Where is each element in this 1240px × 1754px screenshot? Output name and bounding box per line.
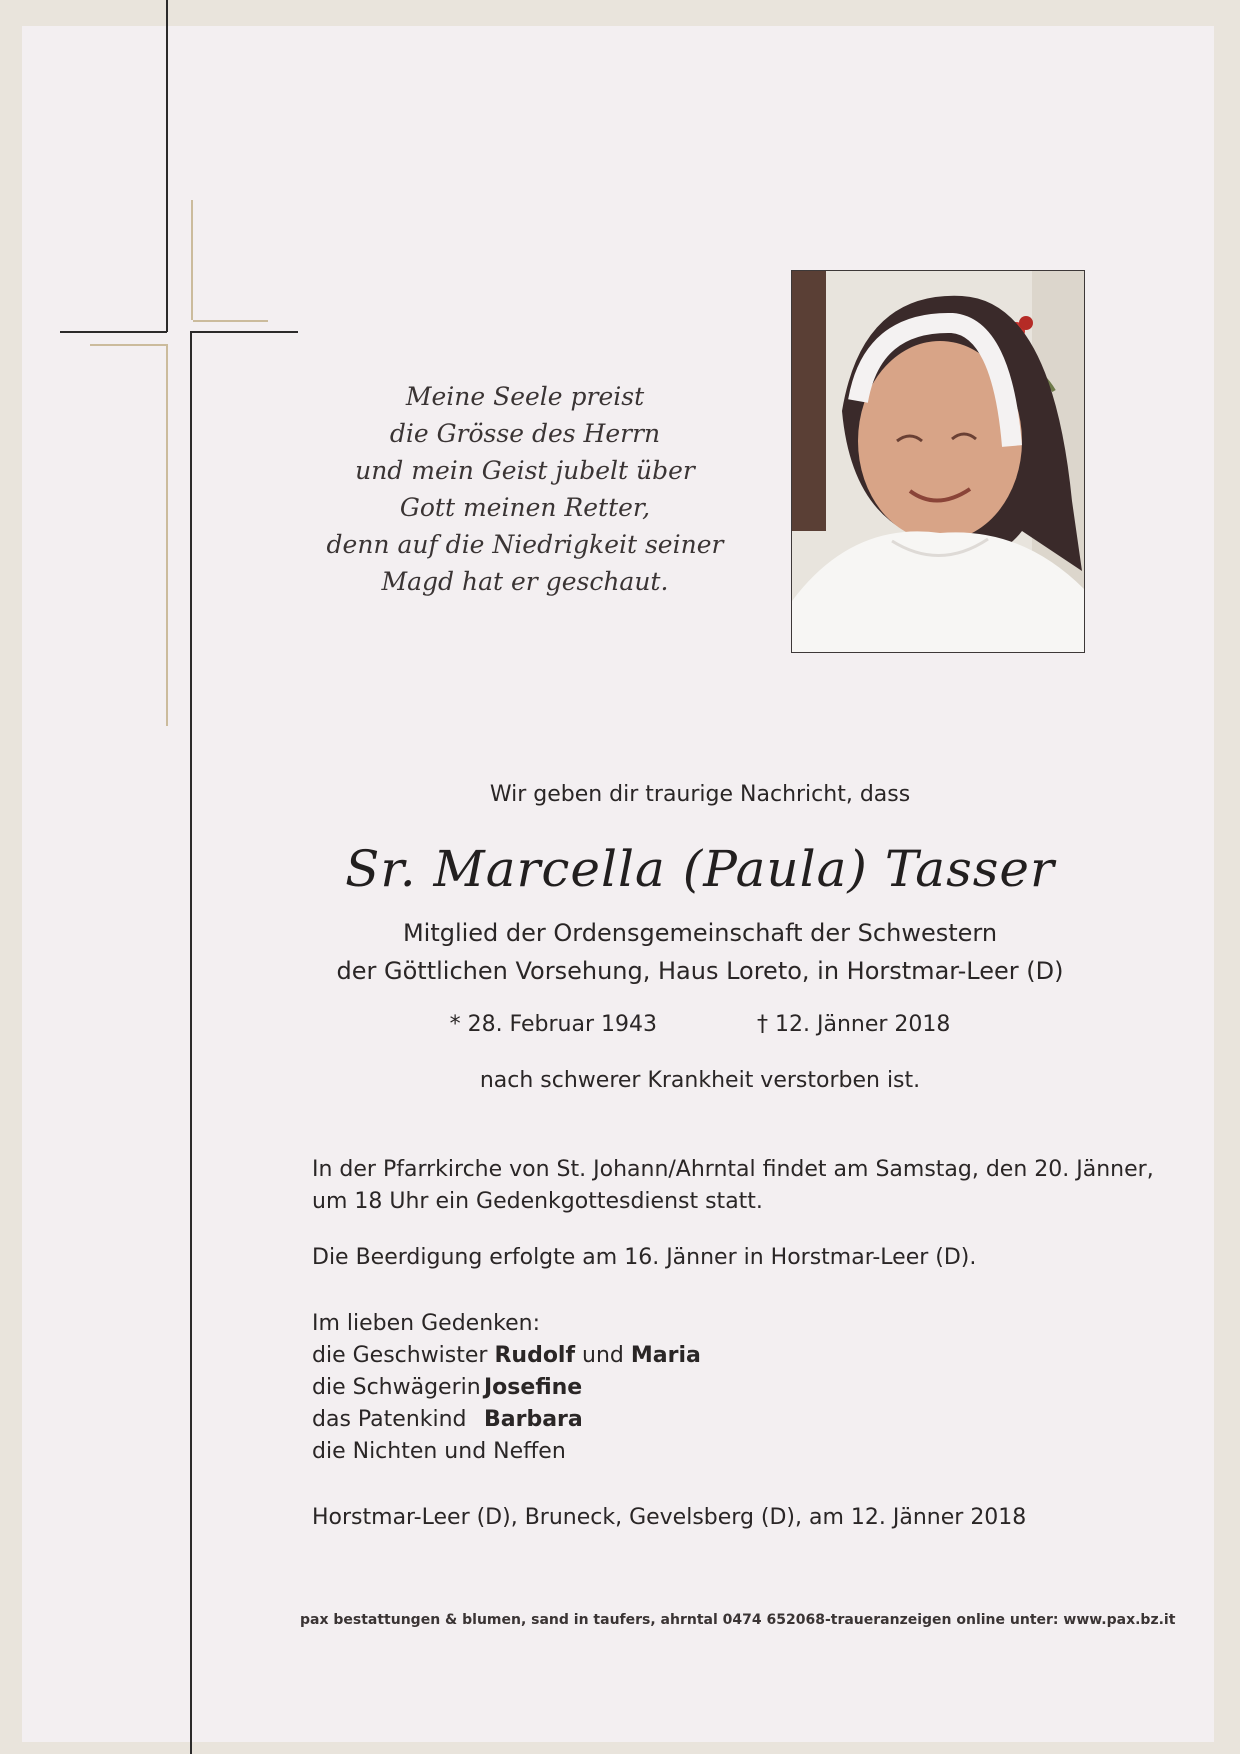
place-date: Horstmar-Leer (D), Bruneck, Gevelsberg (D), am 12. Jänner 2018 [312,1505,1027,1530]
verse-line: die Grösse des Herrn [389,419,661,448]
verse-line: und mein Geist jubelt über [355,456,695,485]
mourner-name: Barbara [484,1407,583,1432]
mourners-list [312,1308,1112,1468]
death-date: † 12. Jänner 2018 [757,1012,951,1037]
mourner-label: das Patenkind [312,1407,467,1432]
mourner-label: die Geschwister [312,1343,488,1368]
passed-text: nach schwerer Krankheit verstorben ist. [479,1068,921,1093]
footer-text: pax bestattungen & blumen, sand in taufers, ahrntal 0474 652068-traueranzeigen online unter: www.pax.bz.it [300,1612,1176,1628]
verse-line: Gott meinen Retter, [399,493,651,522]
affiliation-line: der Göttlichen Vorsehung, Haus Loreto, in Horstmar-Leer (D) [336,957,1064,985]
intro-text: Wir geben dir traurige Nachricht, dass [489,782,911,807]
mourner-name: Maria [630,1343,701,1368]
mourner-nieces: die Nichten und Neffen [312,1439,566,1464]
birth-date: * 28. Februar 1943 [449,1012,657,1037]
mourner-conjunction: und [582,1343,624,1368]
bible-verse [300,378,750,600]
verse-line: Meine Seele preist [405,382,645,411]
service-line: In der Pfarrkirche von St. Johann/Ahrntal findet am Samstag, den 20. Jänner, [312,1157,1154,1182]
mourner-godchild [312,1404,1112,1436]
mourner-siblings [312,1340,1112,1372]
verse-line: Magd hat er geschaut. [381,567,669,596]
life-dates [300,1012,1100,1037]
affiliation-line: Mitglied der Ordensgemeinschaft der Schwestern [402,919,998,947]
verse-line: denn auf die Niedrigkeit seiner [326,530,724,559]
burial-text: Die Beerdigung erfolgte am 16. Jänner in Horstmar-Leer (D). [312,1245,977,1270]
mourner-name: Rudolf [494,1343,576,1368]
mourner-label: die Schwägerin [312,1375,481,1400]
memorial-service-text [312,1154,1154,1218]
mourner-name: Josefine [484,1375,583,1400]
deceased-name: Sr. Marcella (Paula) Tasser [345,840,1055,898]
mourners-heading: Im lieben Gedenken: [312,1311,540,1336]
mourner-sister-in-law [312,1372,1112,1404]
service-line: um 18 Uhr ein Gedenkgottesdienst statt. [312,1189,763,1214]
portrait-photo [791,270,1085,653]
